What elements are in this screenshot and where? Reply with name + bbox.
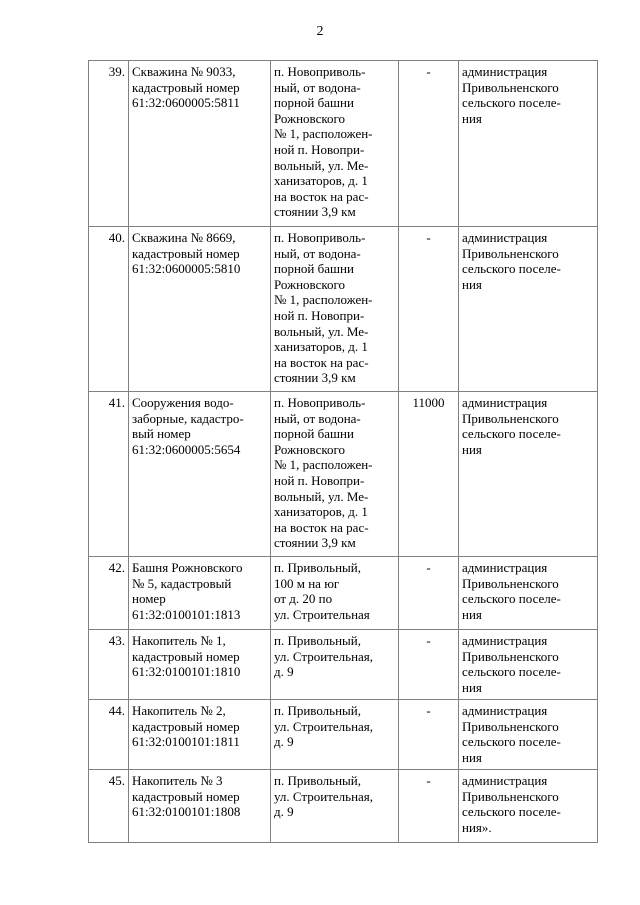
object-holder: администрация Привольненского сельского поселе- ния [459, 61, 598, 227]
property-registry-table [88, 60, 598, 843]
table-row [89, 557, 598, 630]
page-number: 2 [316, 24, 324, 39]
object-area: - [399, 557, 459, 630]
row-number: 41. [89, 392, 129, 557]
object-name: Башня Рожновского № 5, кадастровый номер 61:32:0100101:1813 [129, 557, 271, 630]
table-row [89, 392, 598, 557]
object-address: п. Новоприволь- ный, от водона- порной башни Рожновского № 1, расположен- ной п. Новопри- вольный, ул. Ме- ханизаторов, д. 1 на восток на рас- стоянии 3,9 км [271, 227, 399, 392]
object-holder: администрация Привольненского сельского поселе- ния [459, 392, 598, 557]
object-area: - [399, 700, 459, 770]
row-number: 45. [89, 770, 129, 843]
row-number: 39. [89, 61, 129, 227]
table-row [89, 61, 598, 227]
table-body [89, 61, 598, 843]
table-row [89, 630, 598, 700]
object-address: п. Привольный, ул. Строительная, д. 9 [271, 630, 399, 700]
object-address: п. Привольный, ул. Строительная, д. 9 [271, 770, 399, 843]
row-number: 40. [89, 227, 129, 392]
object-area: - [399, 61, 459, 227]
object-holder: администрация Привольненского сельского поселе- ния [459, 630, 598, 700]
table-row [89, 770, 598, 843]
table-row [89, 700, 598, 770]
object-area: 11000 [399, 392, 459, 557]
object-name: Сооружения водо- заборные, кадастро- вый номер 61:32:0600005:5654 [129, 392, 271, 557]
object-name: Накопитель № 3 кадастровый номер 61:32:0100101:1808 [129, 770, 271, 843]
object-area: - [399, 630, 459, 700]
row-number: 43. [89, 630, 129, 700]
object-address: п. Привольный, ул. Строительная, д. 9 [271, 700, 399, 770]
table-row [89, 227, 598, 392]
object-area: - [399, 227, 459, 392]
object-address: п. Новоприволь- ный, от водона- порной башни Рожновского № 1, расположен- ной п. Новопри- вольный, ул. Ме- ханизаторов, д. 1 на восток на рас- стоянии 3,9 км [271, 61, 399, 227]
object-holder: администрация Привольненского сельского поселе- ния». [459, 770, 598, 843]
object-name: Скважина № 8669, кадастровый номер 61:32:0600005:5810 [129, 227, 271, 392]
object-name: Накопитель № 1, кадастровый номер 61:32:0100101:1810 [129, 630, 271, 700]
row-number: 42. [89, 557, 129, 630]
object-name: Скважина № 9033, кадастровый номер 61:32:0600005:5811 [129, 61, 271, 227]
object-holder: администрация Привольненского сельского поселе- ния [459, 557, 598, 630]
object-area: - [399, 770, 459, 843]
object-address: п. Новоприволь- ный, от водона- порной башни Рожновского № 1, расположен- ной п. Новопри- вольный, ул. Ме- ханизаторов, д. 1 на восток на рас- стоянии 3,9 км [271, 392, 399, 557]
object-address: п. Привольный, 100 м на юг от д. 20 по ул. Строительная [271, 557, 399, 630]
row-number: 44. [89, 700, 129, 770]
object-holder: администрация Привольненского сельского поселе- ния [459, 227, 598, 392]
object-holder: администрация Привольненского сельского поселе- ния [459, 700, 598, 770]
object-name: Накопитель № 2, кадастровый номер 61:32:0100101:1811 [129, 700, 271, 770]
